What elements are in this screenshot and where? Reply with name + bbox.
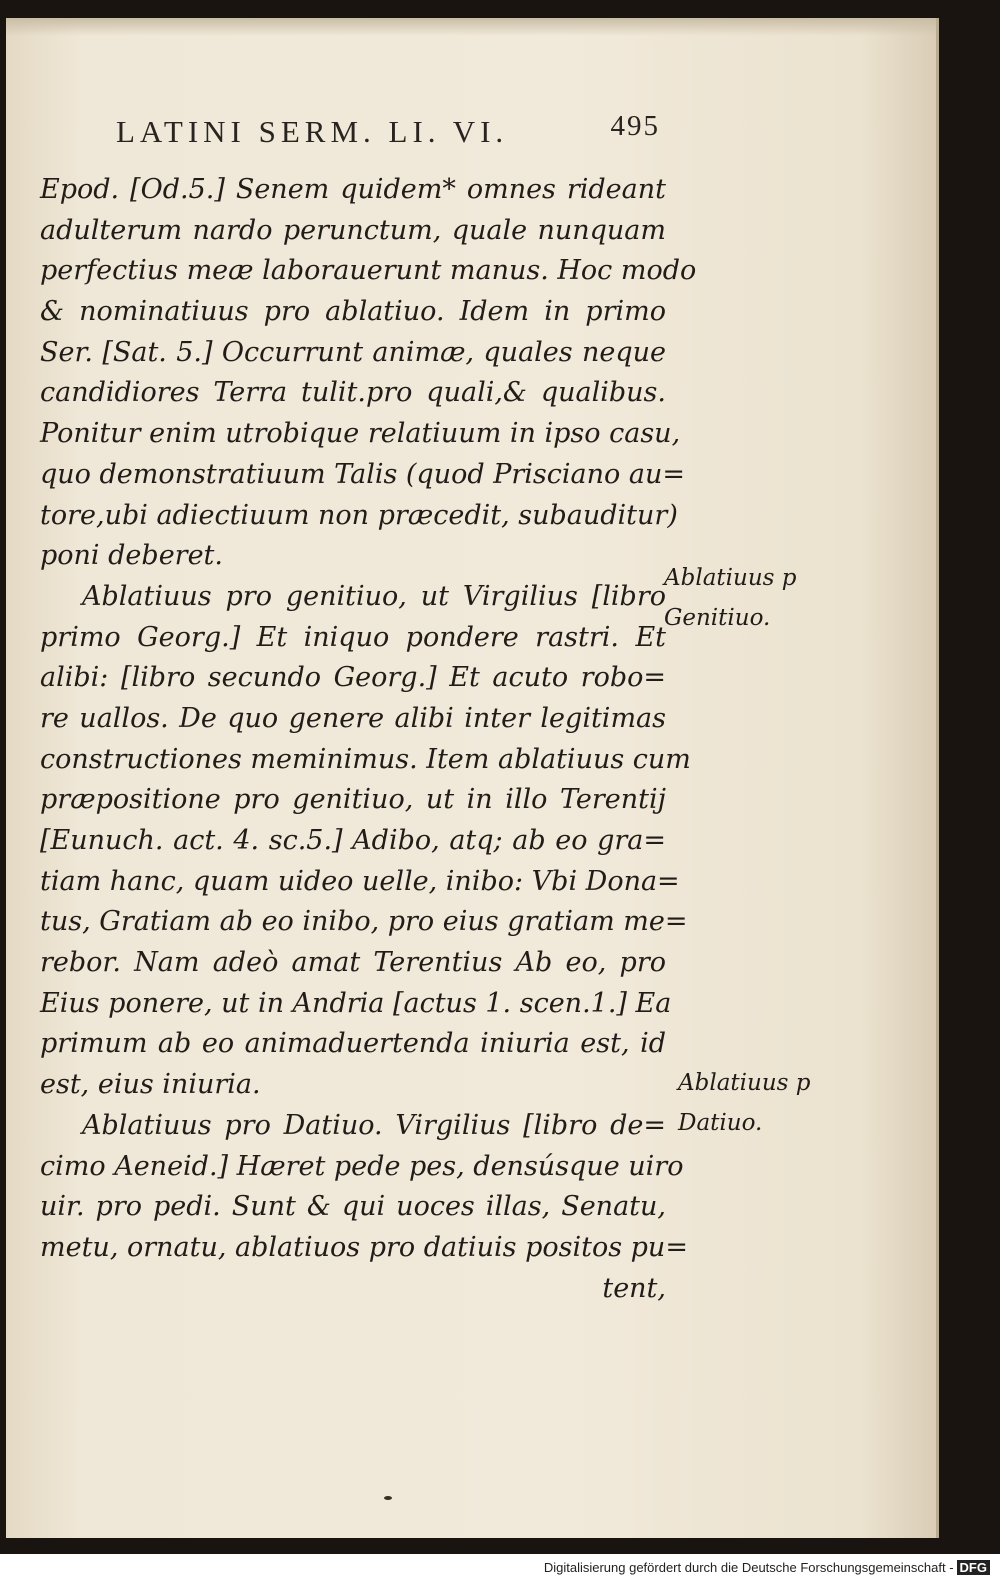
text-line: candidiores Terra tulit.pro quali,& qualibus. [40,377,666,409]
text-line: tore,ubi adiectiuum non præcedit, subauditur) [40,499,678,531]
folio-number: 495 [610,110,660,142]
text-line: primum ab eo animaduertenda iniuria est, id [40,1028,666,1060]
text-line: rebor. Nam adeò amat Terentius Ab eo, pro [40,947,666,979]
book-page [6,18,939,1538]
text-line: Ablatiuus pro Datiuo. Virgilius [libro de= [82,1109,666,1141]
text-line: Epod. [Od.5.] Senem quidem* omnes rideant [40,174,666,205]
text-line: & nominatiuus pro ablatiuo. Idem in primo [40,296,666,328]
catchword: tent, [602,1272,666,1304]
body-text [40,170,697,1309]
ink-spot [384,1496,392,1500]
text-line: constructiones meminimus. Item ablatiuus cum [40,743,691,775]
text-line: Ablatiuus pro genitiuo, ut Virgilius [libro [82,580,666,612]
text-line: uir. pro pedi. Sunt & qui uoces illas, Senatu, [40,1191,666,1223]
text-line: quo demonstratiuum Talis (quod Prisciano au= [40,458,685,490]
text-line: metu, ornatu, ablatiuos pro datiuis positos pu= [40,1231,688,1263]
margin-note: Genitiuo. [664,605,771,631]
text-line: alibi: [libro secundo Georg.] Et acuto robo= [40,662,666,694]
text-line: [Eunuch. act. 4. sc.5.] Adibo, atq; ab eo gra= [40,825,666,856]
text-line: tus, Gratiam ab eo inibo, pro eius gratiam me= [40,906,688,938]
text-line: re uallos. De quo genere alibi inter legitimas [40,702,666,734]
text-line: tiam hanc, quam uideo uelle, inibo: Vbi Dona= [40,865,680,897]
text-line: adulterum nardo perunctum, quale nunquam [40,214,666,246]
margin-note: Datiuo. [678,1110,763,1136]
text-line: Ponitur enim utrobique relatiuum in ipso casu, [40,418,681,450]
text-line: cimo Aeneid.] Hæret pede pes, densúsque uiro [40,1150,684,1182]
text-line: perfectius meæ laborauerunt manus. Hoc modo [40,255,697,287]
footer-text: Digitalisierung gefördert durch die Deutsche Forschungsgemeinschaft - [543,1560,954,1575]
text-line: primo Georg.] Et iniquo pondere rastri. Et [40,621,666,653]
text-line: poni deberet. [40,540,223,572]
text-line: Eius ponere, ut in Andria [actus 1. scen.1.] Ea [40,987,672,1019]
text-line: est, eius iniuria. [40,1069,261,1101]
text-line: Ser. [Sat. 5.] Occurrunt animæ, quales neque [40,336,666,368]
margin-note: Ablatiuus p [664,565,797,591]
dfg-logo: DFG [957,1560,990,1575]
text-line: præpositione pro genitiuo, ut in illo Terentij [40,784,666,816]
margin-note: Ablatiuus p [678,1070,811,1096]
digitization-footer [544,1560,990,1575]
running-head [116,110,660,150]
running-head-title: LATINI SERM. LI. VI. [116,114,509,149]
